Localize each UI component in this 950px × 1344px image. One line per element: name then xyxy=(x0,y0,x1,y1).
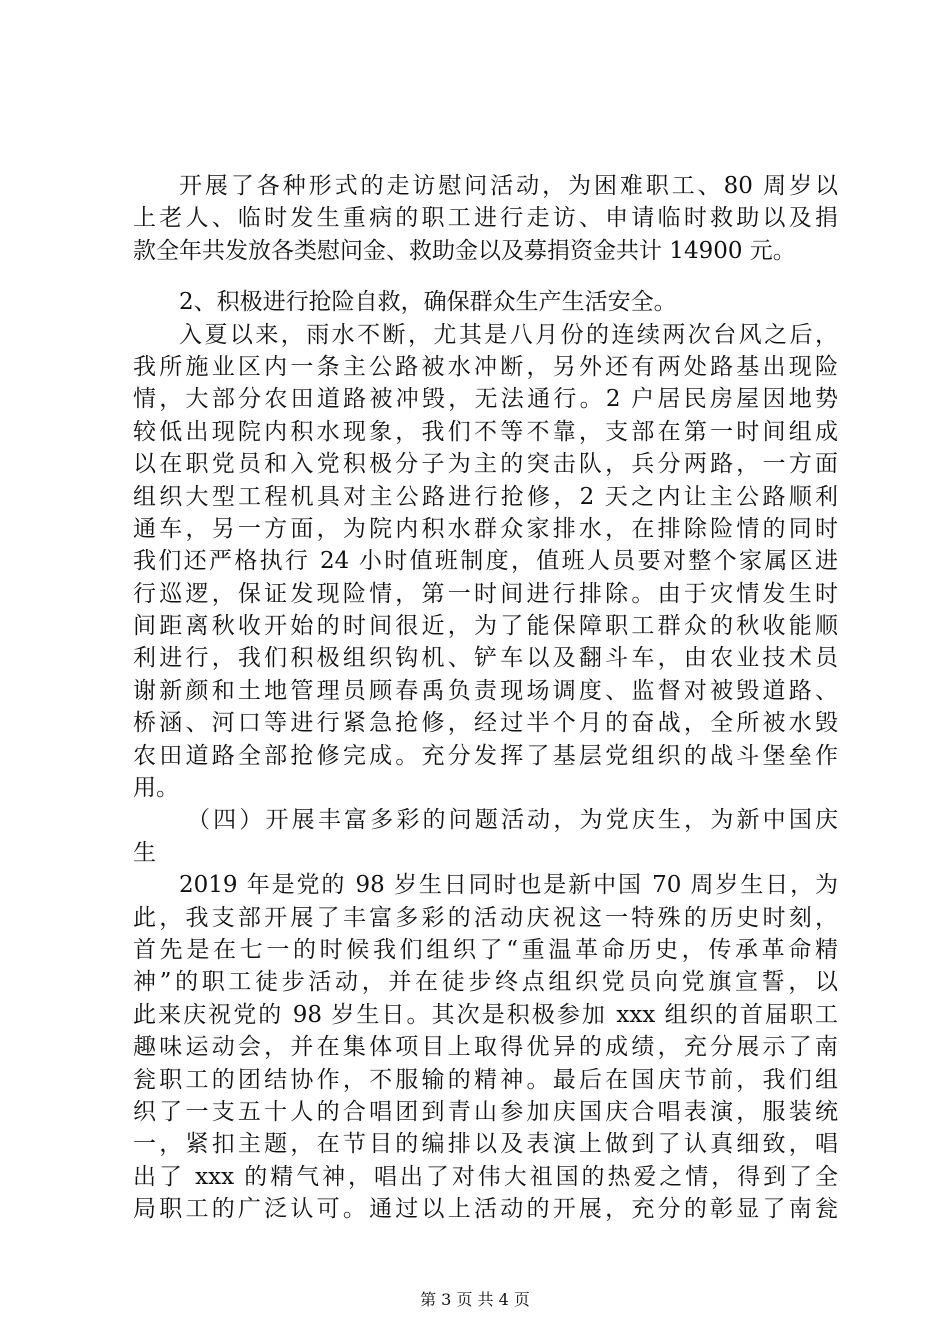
text-line: 局职工的广泛认可。通过以上活动的开展，充分的彰显了南瓮 xyxy=(133,1196,838,1223)
text-line: 款全年共发放各类慰问金、救助金以及募捐资金共计 14900 元。 xyxy=(133,237,796,264)
paragraph-visits xyxy=(133,170,838,267)
text-line: 趣味运动会，并在集体项目上取得优异的成绩，充分展示了南 xyxy=(133,1034,838,1061)
section-heading-4: （四）开展丰富多彩的问题活动，为党庆生，为新中国庆 xyxy=(187,807,838,834)
text-line: 上老人、临时发生重病的职工进行走访、申请临时救助以及捐 xyxy=(133,205,838,232)
text-line: 间距离秋收开始的时间很近，为了能保障职工群众的秋收能顺 xyxy=(133,613,838,640)
text-line: 利进行，我们积极组织钩机、铲车以及翻斗车，由农业技术员 xyxy=(133,645,838,672)
text-line: 情，大部分农田道路被冲毁，无法通行。2 户居民房屋因地势 xyxy=(133,386,838,413)
text-line: 一，紧扣主题，在节目的编排以及表演上做到了认真细致，唱 xyxy=(133,1131,838,1158)
paragraph-gap xyxy=(133,267,838,286)
page-footer xyxy=(0,1290,950,1310)
text-line: 织了一支五十人的合唱团到青山参加庆国庆合唱表演，服装统 xyxy=(133,1098,838,1125)
text-line: 首先是在七一的时候我们组织了“重温革命历史，传承革命精 xyxy=(133,936,838,963)
text-line: 2019 年是党的 98 岁生日同时也是新中国 70 周岁生日，为 xyxy=(179,872,838,899)
text-line: 桥涵、河口等进行紧急抢修，经过半个月的奋战，全所被水毁 xyxy=(133,710,838,737)
text-line: 以在职党员和入党积极分子为主的突击队，兵分两路，一方面 xyxy=(133,451,838,478)
text-line: 组织大型工程机具对主公路进行抢修，2 天之内让主公路顺利 xyxy=(133,483,838,510)
text-line: 我们还严格执行 24 小时值班制度，值班人员要对整个家属区进 xyxy=(133,548,838,575)
text-line: 较低出现院内积水现象，我们不等不靠，支部在第一时间组成 xyxy=(133,418,838,445)
paragraph-flood-rescue xyxy=(133,319,838,805)
text-line: 行巡逻，保证发现险情，第一时间进行排除。由于灾情发生时 xyxy=(133,580,838,607)
paragraph-celebration xyxy=(133,869,838,1225)
text-line: 农田道路全部抢修完成。充分发挥了基层党组织的战斗堡垒作 xyxy=(133,742,838,769)
text-line: 谢新颜和土地管理员顾春禹负责现场调度、监督对被毁道路、 xyxy=(133,677,838,704)
text-line: 我所施业区内一条主公路被水冲断，另外还有两处路基出现险 xyxy=(133,353,838,380)
text-line: 出了 xxx 的精气神，唱出了对伟大祖国的热爱之情，得到了全 xyxy=(133,1163,838,1190)
text-line: 此来庆祝党的 98 岁生日。其次是积极参加 xxx 组织的首届职工 xyxy=(133,1001,838,1028)
section-heading-4-continued: 生 xyxy=(133,839,156,866)
text-line: 开展了各种形式的走访慰问活动，为困难职工、80 周岁以 xyxy=(179,173,838,199)
text-line: 此，我支部开展了丰富多彩的活动庆祝这一特殊的历史时刻， xyxy=(133,904,838,931)
text-line: 神”的职工徒步活动，并在徒步终点组织党员向党旗宣誓，以 xyxy=(133,969,838,996)
section-heading-2: 2、积极进行抢险自救，确保群众生产生活安全。 xyxy=(179,289,677,316)
document-body xyxy=(133,170,838,1226)
page-number: 第 3 页 共 4 页 xyxy=(420,1290,530,1309)
text-line: 瓮职工的团结协作，不服输的精神。最后在国庆节前，我们组 xyxy=(133,1066,838,1093)
text-line: 入夏以来，雨水不断，尤其是八月份的连续两次台风之后， xyxy=(179,321,838,348)
text-line: 用。 xyxy=(133,775,179,802)
text-line: 通车，另一方面，为院内积水群众家排水，在排除险情的同时 xyxy=(133,515,838,542)
